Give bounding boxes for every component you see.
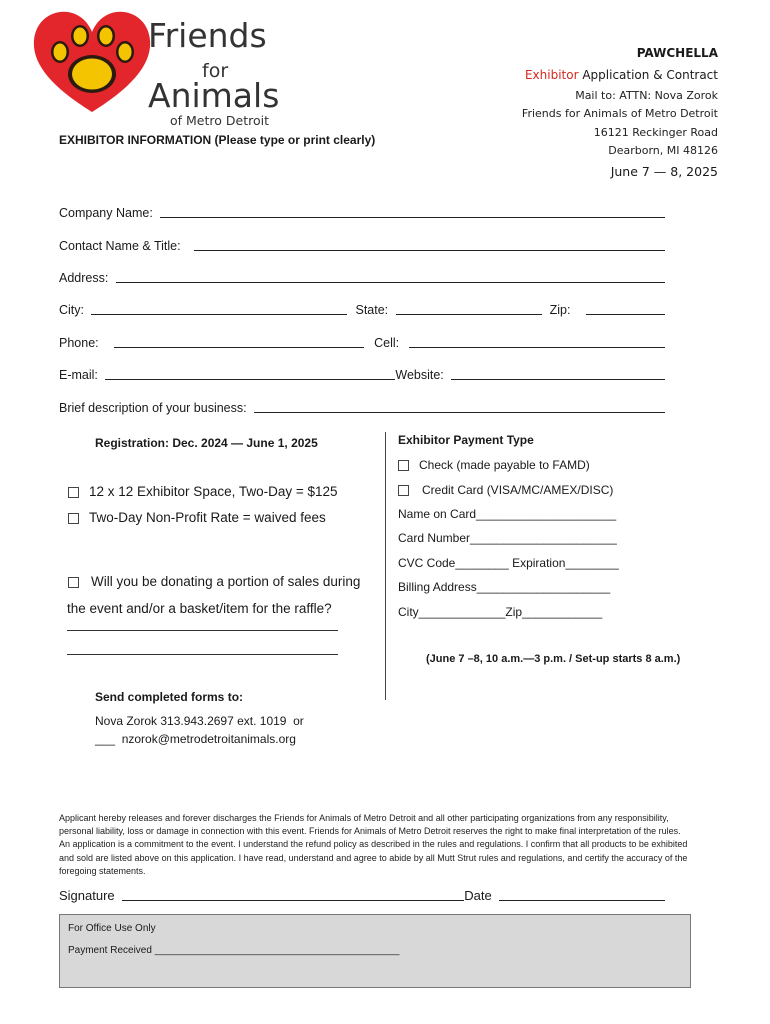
mail-to: Mail to: ATTN: Nova Zorok: [575, 89, 718, 102]
check-checkbox[interactable]: [398, 460, 409, 471]
signature-row: [59, 885, 665, 903]
phone-label: Phone:: [59, 336, 103, 350]
cell-label: Cell:: [374, 336, 403, 350]
legal-release: Applicant hereby releases and forever discharges the Friends for Animals of Metro Detroit and all other participating organizations from any responsibility, personal liability, loss or damage in connection with this event. Friends for Animals of Metro Detroit reserves the right to make final interpretation of the rules. An application is a commitment to the event. I understand the refund policy as described in the rules and regulations. I confirm that all products to be exhibited and sold are listed above on this application. I have read, understand and agree to abide by all Mutt Strut rules and regulations, and certify the accuracy of the foregoing statements.: [59, 813, 688, 876]
donate-answer-line-1[interactable]: [67, 630, 338, 631]
send-heading: Send completed forms to:: [95, 690, 244, 704]
exhibitor-space-label: 12 x 12 Exhibitor Space, Two-Day = $125: [89, 484, 338, 499]
org-logo: [30, 8, 300, 133]
business-field[interactable]: [254, 411, 665, 413]
mail-org: Friends for Animals of Metro Detroit: [521, 107, 718, 120]
card-label: Credit Card (VISA/MC/AMEX/DISC): [422, 483, 614, 497]
business-row: [59, 397, 665, 415]
donate-line2: the event and/or a basket/item for the raffle?: [67, 601, 332, 616]
subtitle-rest: Application & Contract: [578, 68, 718, 82]
billing-address-field[interactable]: Billing Address____________________: [398, 580, 611, 594]
contact-field[interactable]: [194, 249, 665, 251]
send-contact: Nova Zorok 313.943.2697 ext. 1019 or: [95, 714, 304, 728]
city-label: City:: [59, 303, 88, 317]
heart-paw-icon: [30, 8, 155, 118]
date-field[interactable]: [499, 899, 665, 901]
event-dates: June 7 — 8, 2025: [610, 164, 718, 179]
payment-heading: Exhibitor Payment Type: [398, 433, 534, 447]
subtitle-exhibitor: Exhibitor: [524, 68, 579, 82]
exhibitor-space-checkbox[interactable]: [68, 487, 79, 498]
payment-check: [398, 458, 590, 472]
logo-word-friends: Friends: [148, 16, 267, 55]
phone-row: [59, 332, 665, 350]
company-row: [59, 202, 665, 220]
website-label: Website:: [395, 368, 448, 382]
event-hours: (June 7 –8, 10 a.m.—3 p.m. / Set-up starts 8 a.m.): [426, 653, 681, 665]
signature-label: Signature: [59, 888, 119, 903]
name-on-card-field[interactable]: Name on Card_____________________: [398, 507, 617, 521]
send-email[interactable]: ___ nzorok@metrodetroitanimals.org: [95, 732, 296, 746]
donate-question: [68, 574, 360, 589]
business-label: Brief description of your business:: [59, 401, 251, 415]
nonprofit-label: Two-Day Non-Profit Rate = waived fees: [89, 510, 326, 525]
state-label: State:: [355, 303, 392, 317]
donate-answer-line-2[interactable]: [67, 654, 338, 655]
logo-word-for: for: [202, 60, 229, 82]
option-nonprofit: [68, 510, 326, 525]
payment-received-field[interactable]: Payment Received ____________________________________________: [68, 945, 400, 956]
mail-street: 16121 Reckinger Road: [593, 126, 718, 139]
city-row: [59, 299, 665, 317]
donate-line1: Will you be donating a portion of sales during: [91, 574, 361, 589]
registration-heading: Registration: Dec. 2024 — June 1, 2025: [95, 436, 318, 450]
form-subtitle: [525, 68, 718, 82]
mail-city: Dearborn, MI 48126: [608, 144, 718, 157]
option-exhibitor-space: [68, 484, 338, 499]
company-label: Company Name:: [59, 206, 157, 220]
section-title: EXHIBITOR INFORMATION (Please type or print clearly): [59, 133, 376, 147]
email-field[interactable]: [105, 378, 395, 380]
address-label: Address:: [59, 271, 112, 285]
cvc-expiration-field[interactable]: CVC Code________ Expiration________: [398, 556, 619, 570]
card-number-field[interactable]: Card Number______________________: [398, 531, 617, 545]
website-field[interactable]: [451, 378, 665, 380]
office-title: For Office Use Only: [68, 923, 156, 934]
event-title: PAWCHELLA: [636, 46, 718, 60]
zip-label: Zip:: [549, 303, 574, 317]
signature-field[interactable]: [122, 899, 464, 901]
contact-label: Contact Name & Title:: [59, 239, 185, 253]
card-checkbox[interactable]: [398, 485, 409, 496]
state-field[interactable]: [396, 313, 542, 315]
email-label: E-mail:: [59, 368, 102, 382]
zip-field[interactable]: [586, 313, 665, 315]
cell-field[interactable]: [409, 346, 665, 348]
payment-card: [398, 483, 613, 497]
contact-row: [59, 235, 665, 253]
check-label: Check (made payable to FAMD): [419, 458, 590, 472]
address-field[interactable]: [116, 281, 665, 283]
company-field[interactable]: [160, 216, 665, 218]
billing-city-zip-field[interactable]: City_____________Zip____________: [398, 605, 603, 619]
nonprofit-checkbox[interactable]: [68, 513, 79, 524]
address-row: [59, 267, 665, 285]
date-label: Date: [464, 888, 496, 903]
column-divider: [385, 432, 386, 700]
donate-checkbox[interactable]: [68, 577, 79, 588]
phone-field[interactable]: [114, 346, 364, 348]
logo-tagline: of Metro Detroit: [170, 113, 269, 128]
office-use-box: [59, 914, 691, 988]
email-row: [59, 364, 665, 382]
logo-word-animals: Animals: [148, 76, 280, 115]
city-field[interactable]: [91, 313, 347, 315]
